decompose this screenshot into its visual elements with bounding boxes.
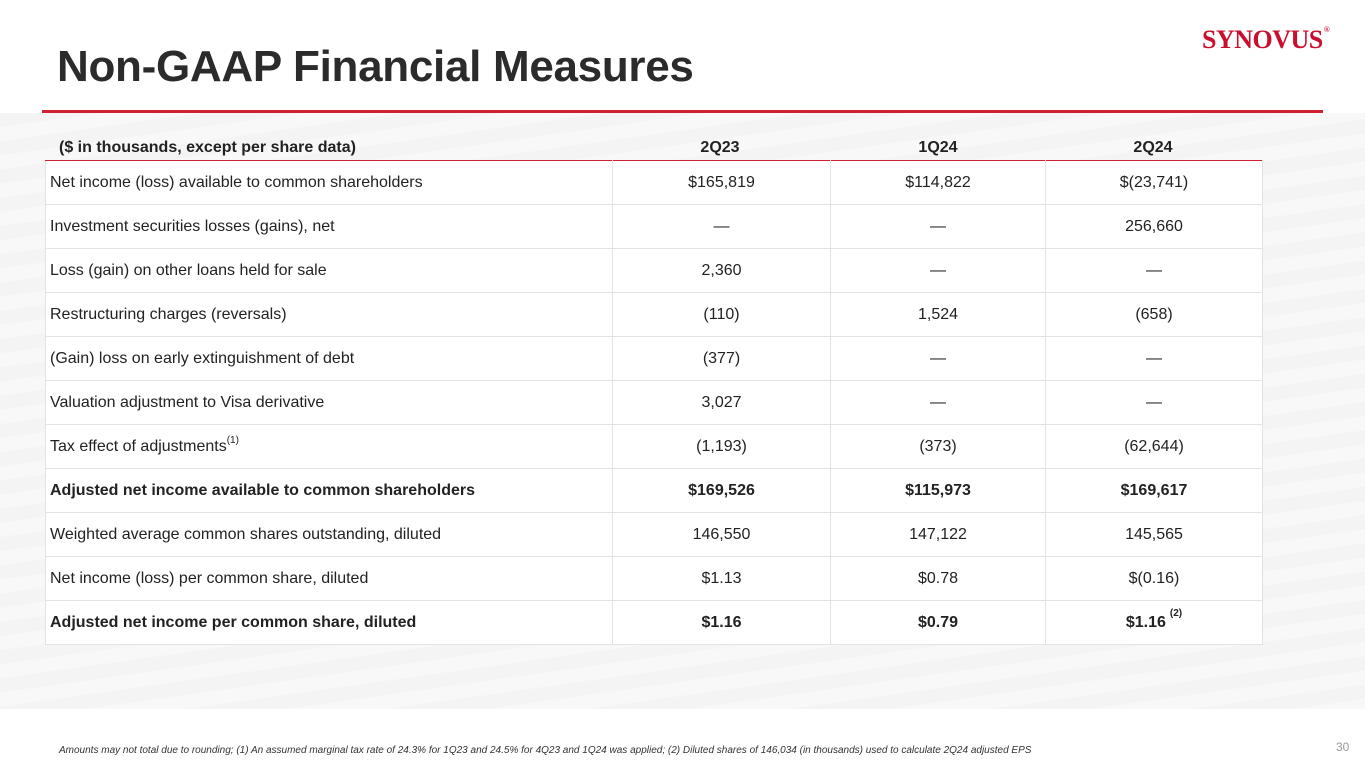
table-row-total	[46, 601, 1263, 645]
column-header-2q24: 2Q24	[1133, 139, 1173, 156]
cell-2q24: $(23,741)	[1046, 161, 1263, 205]
cell-2q23: $169,526	[613, 469, 831, 513]
footnote-ref-2: (2)	[1169, 607, 1183, 619]
cell-1q24: $114,822	[831, 161, 1046, 205]
non-gaap-table	[45, 160, 1263, 645]
cell-2q24: 256,660	[1046, 205, 1263, 249]
row-label: Weighted average common shares outstanding, diluted	[46, 513, 613, 557]
cell-2q23: $165,819	[613, 161, 831, 205]
page-title: Non-GAAP Financial Measures	[57, 42, 694, 91]
row-label: Adjusted net income available to common shareholders	[46, 469, 613, 513]
synovus-logo	[1202, 25, 1329, 55]
cell-2q23: (110)	[613, 293, 831, 337]
table-row	[46, 513, 1263, 557]
column-header-2q23: 2Q23	[700, 139, 740, 156]
cell-1q24: (373)	[831, 425, 1046, 469]
row-label: Tax effect of adjustments$^{(1)}$	[46, 425, 613, 469]
cell-1q24: —	[831, 249, 1046, 293]
table-row	[46, 337, 1263, 381]
table-row	[46, 249, 1263, 293]
table-row	[46, 425, 1263, 469]
cell-1q24: 1,524	[831, 293, 1046, 337]
cell-1q24: —	[831, 337, 1046, 381]
cell-1q24: 147,122	[831, 513, 1046, 557]
cell-1q24: $115,973	[831, 469, 1046, 513]
row-label: Net income (loss) per common share, diluted	[46, 557, 613, 601]
units-label: ($ in thousands, except per share data)	[59, 139, 356, 156]
table-row	[46, 557, 1263, 601]
row-label: Restructuring charges (reversals)	[46, 293, 613, 337]
cell-1q24: —	[831, 205, 1046, 249]
page-number: 30	[1336, 740, 1350, 754]
column-header-1q24: 1Q24	[918, 139, 958, 156]
cell-2q23: —	[613, 205, 831, 249]
row-label: Adjusted net income per common share, diluted	[46, 601, 613, 645]
footnote-ref-1: (1)	[226, 434, 239, 446]
cell-2q24: $1.16$^{(2)}$	[1046, 601, 1263, 645]
cell-2q23: 3,027	[613, 381, 831, 425]
cell-2q24: 145,565	[1046, 513, 1263, 557]
cell-1q24: $0.79	[831, 601, 1046, 645]
cell-1q24: $0.78	[831, 557, 1046, 601]
cell-2q23: 2,360	[613, 249, 831, 293]
cell-2q23: 146,550	[613, 513, 831, 557]
footnote: Amounts may not total due to rounding; (1) An assumed marginal tax rate of 24.3% for 1Q23 and 24.5% for 4Q23 and 1Q24 was applied; (2) Diluted shares of 146,034 (in thousands) used to calculate 2Q24 adjusted EPS	[59, 745, 1032, 756]
cell-2q23: (377)	[613, 337, 831, 381]
cell-2q23: $1.13	[613, 557, 831, 601]
cell-2q23: (1,193)	[613, 425, 831, 469]
cell-2q24: (62,644)	[1046, 425, 1263, 469]
logo-text: SYNOVUS	[1202, 25, 1323, 54]
cell-2q24: $(0.16)	[1046, 557, 1263, 601]
row-label: (Gain) loss on early extinguishment of debt	[46, 337, 613, 381]
table-row	[46, 161, 1263, 205]
table-row-subtotal	[46, 469, 1263, 513]
cell-2q24: $169,617	[1046, 469, 1263, 513]
table-row	[46, 293, 1263, 337]
cell-2q24: —	[1046, 249, 1263, 293]
registered-mark: ®	[1323, 25, 1330, 34]
row-label: Loss (gain) on other loans held for sale	[46, 249, 613, 293]
cell-2q24: (658)	[1046, 293, 1263, 337]
cell-2q23: $1.16	[613, 601, 831, 645]
row-label: Investment securities losses (gains), net	[46, 205, 613, 249]
cell-2q24: —	[1046, 337, 1263, 381]
cell-1q24: —	[831, 381, 1046, 425]
table-row	[46, 381, 1263, 425]
row-label: Net income (loss) available to common shareholders	[46, 161, 613, 205]
cell-2q24: —	[1046, 381, 1263, 425]
row-label: Valuation adjustment to Visa derivative	[46, 381, 613, 425]
table-row	[46, 205, 1263, 249]
